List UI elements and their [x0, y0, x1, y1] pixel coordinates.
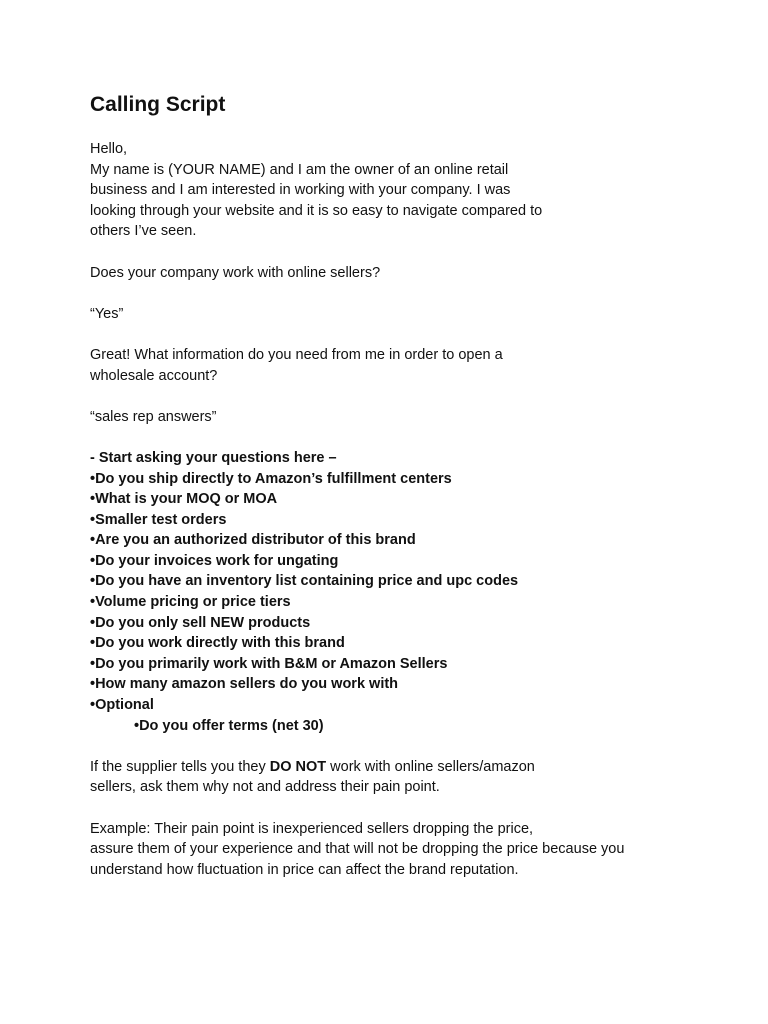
questions-heading: - Start asking your questions here –: [90, 449, 337, 466]
question-item: •Optional: [90, 697, 154, 714]
question-item: •Smaller test orders: [90, 511, 227, 528]
spacer: [90, 427, 690, 448]
intro-line: looking through your website and it is so easy to navigate compared to: [90, 202, 543, 219]
supplier-emphasis: DO NOT: [269, 758, 327, 775]
question-item: •Do you primarily work with B&M or Amazon Sellers: [90, 655, 448, 672]
answer-yes: “Yes”: [90, 305, 124, 322]
greeting: Hello,: [90, 141, 128, 157]
spacer: [90, 283, 690, 304]
spacer: [90, 242, 690, 263]
document-page: [90, 90, 690, 880]
intro-line: business and I am interested in working with your company. I was: [90, 182, 511, 199]
question-item: •How many amazon sellers do you work with: [90, 676, 399, 693]
sales-rep-answers: “sales rep answers”: [90, 408, 217, 425]
optional-subitem: •Do you offer terms (net 30): [134, 717, 324, 734]
intro-line: My name is (YOUR NAME) and I am the owner of an online retail: [90, 161, 509, 178]
spacer: [90, 798, 690, 819]
question-item: •Volume pricing or price tiers: [90, 594, 291, 611]
spacer: [90, 386, 690, 407]
question-item: •What is your MOQ or MOA: [90, 491, 278, 508]
document-title: Calling Script: [90, 93, 226, 116]
followup-line: Great! What information do you need from me in order to open a: [90, 346, 503, 363]
example-line: understand how fluctuation in price can affect the brand reputation.: [90, 861, 519, 878]
question-online-sellers: Does your company work with online sellers?: [90, 264, 381, 281]
question-item: •Do you ship directly to Amazon’s fulfillment centers: [90, 470, 452, 487]
question-item: •Do you have an inventory list containing price and upc codes: [90, 573, 519, 590]
supplier-paragraph-line: sellers, ask them why not and address their pain point.: [90, 779, 440, 796]
supplier-suffix: work with online sellers/amazon: [326, 758, 535, 775]
example-line: Example: Their pain point is inexperienced sellers dropping the price,: [90, 820, 534, 837]
spacer: [90, 736, 690, 757]
question-item: •Do your invoices work for ungating: [90, 552, 339, 569]
spacer: [90, 324, 690, 345]
question-item: •Do you only sell NEW products: [90, 614, 311, 631]
question-item: •Do you work directly with this brand: [90, 635, 345, 652]
spacer: [90, 120, 690, 139]
supplier-prefix: If the supplier tells you they: [90, 758, 270, 775]
followup-line: wholesale account?: [90, 367, 218, 384]
supplier-paragraph-line: [90, 757, 690, 778]
question-item: •Are you an authorized distributor of this brand: [90, 532, 416, 549]
example-line: assure them of your experience and that will not be dropping the price because you: [90, 841, 625, 858]
intro-line: others I’ve seen.: [90, 223, 197, 240]
